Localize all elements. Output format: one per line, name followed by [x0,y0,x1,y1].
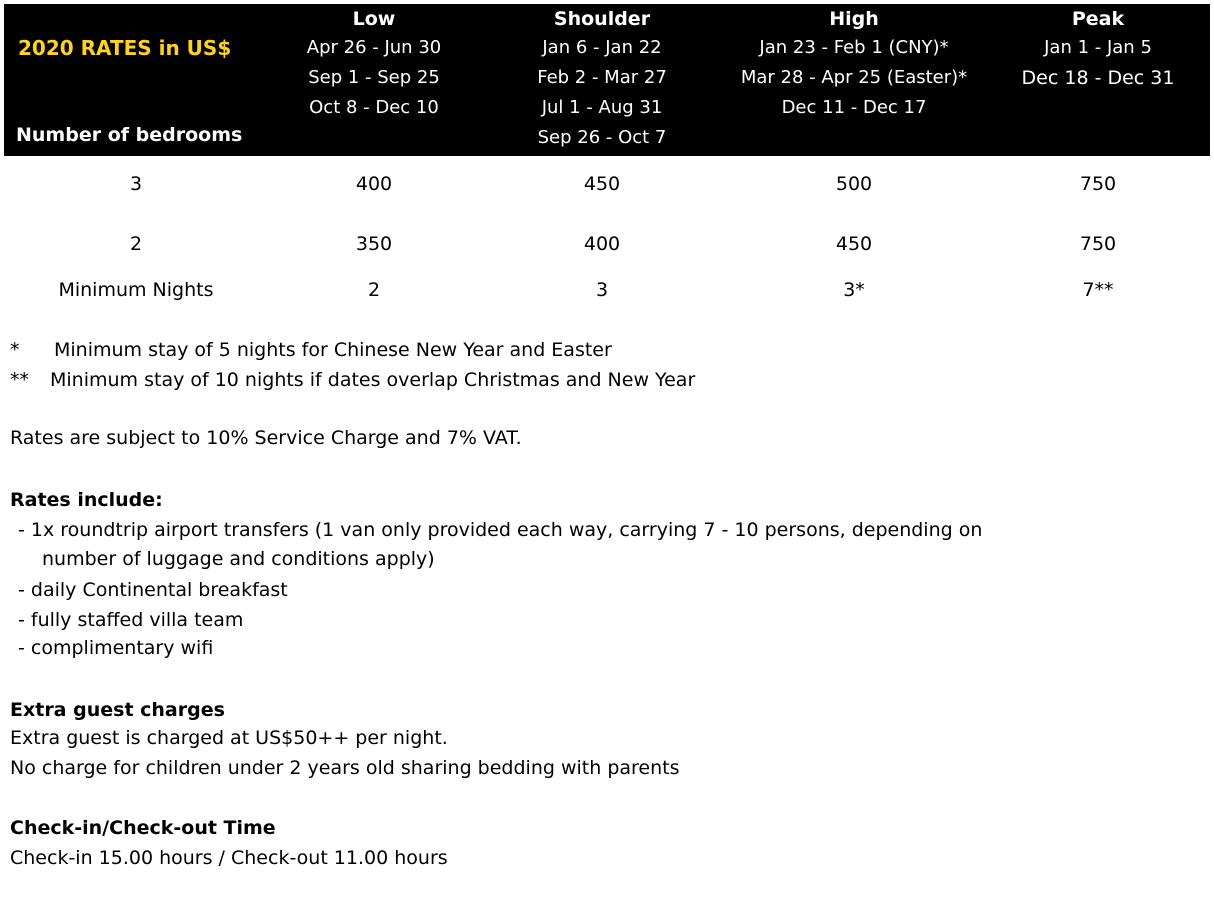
column-low [274,8,474,123]
column-high-name: High [829,8,879,30]
rate-cell: 7** [1082,279,1114,301]
includes-item: - 1x roundtrip airport transfers (1 van only provided each way, carrying 7 - 10 persons, depending on [18,519,983,541]
tax-note: Rates are subject to 10% Service Charge and 7% VAT. [10,427,522,449]
row-label: 3 [129,173,143,195]
column-peak-date: Jan 1 - Jan 5 [1044,37,1152,58]
includes-heading: Rates include: [10,489,163,511]
includes-item: - fully staffed villa team [18,609,244,631]
footnote-text: Minimum stay of 10 nights if dates overlap Christmas and New Year [50,369,696,391]
includes-item: - daily Continental breakfast [18,579,288,601]
rate-cell: 400 [583,233,621,255]
extra-guest-heading: Extra guest charges [10,699,225,721]
rate-cell: 400 [355,173,393,195]
column-high-date: Dec 11 - Dec 17 [781,97,927,118]
column-high [718,8,990,123]
column-low-date: Sep 1 - Sep 25 [308,67,440,88]
column-shoulder-date: Sep 26 - Oct 7 [537,127,667,148]
bedrooms-label: Number of bedrooms [16,124,243,146]
column-shoulder-date: Feb 2 - Mar 27 [537,67,667,88]
includes-item: - complimentary wifi [18,637,214,659]
column-shoulder-date: Jan 6 - Jan 22 [542,37,662,58]
includes-item: number of luggage and conditions apply) [42,548,435,570]
footnote-text: Minimum stay of 5 nights for Chinese New Year and Easter [54,339,612,361]
extra-guest-line: No charge for children under 2 years old sharing bedding with parents [10,757,680,779]
row-label: Minimum Nights [58,279,214,301]
footnote-mark: ** [10,369,29,391]
rate-cell: 750 [1079,173,1117,195]
rate-cell: 2 [367,279,381,301]
rate-cell: 450 [583,173,621,195]
column-shoulder-date: Jul 1 - Aug 31 [541,97,663,118]
column-peak [998,8,1198,93]
rate-cell: 450 [835,233,873,255]
rate-cell: 3* [843,279,865,301]
column-peak-name: Peak [1071,8,1125,30]
column-low-date: Oct 8 - Dec 10 [309,97,439,118]
footnote-mark: * [10,339,20,361]
rate-cell: 500 [835,173,873,195]
column-shoulder-name: Shoulder [553,8,651,30]
column-low-date: Apr 26 - Jun 30 [306,37,442,58]
rate-cell: 350 [355,233,393,255]
checkin-line: Check-in 15.00 hours / Check-out 11.00 hours [10,847,448,869]
column-high-date: Jan 23 - Feb 1 (CNY)* [759,37,949,58]
row-label: 2 [129,233,143,255]
rates-title: 2020 RATES in US$ [18,36,232,60]
checkin-heading: Check-in/Check-out Time [10,817,276,839]
column-low-name: Low [352,8,396,30]
rate-cell: 750 [1079,233,1117,255]
column-shoulder [492,8,712,153]
rate-cell: 3 [595,279,609,301]
column-high-date: Mar 28 - Apr 25 (Easter)* [740,67,968,88]
extra-guest-line: Extra guest is charged at US$50++ per night. [10,727,448,749]
column-peak-date: Dec 18 - Dec 31 [1021,67,1175,89]
